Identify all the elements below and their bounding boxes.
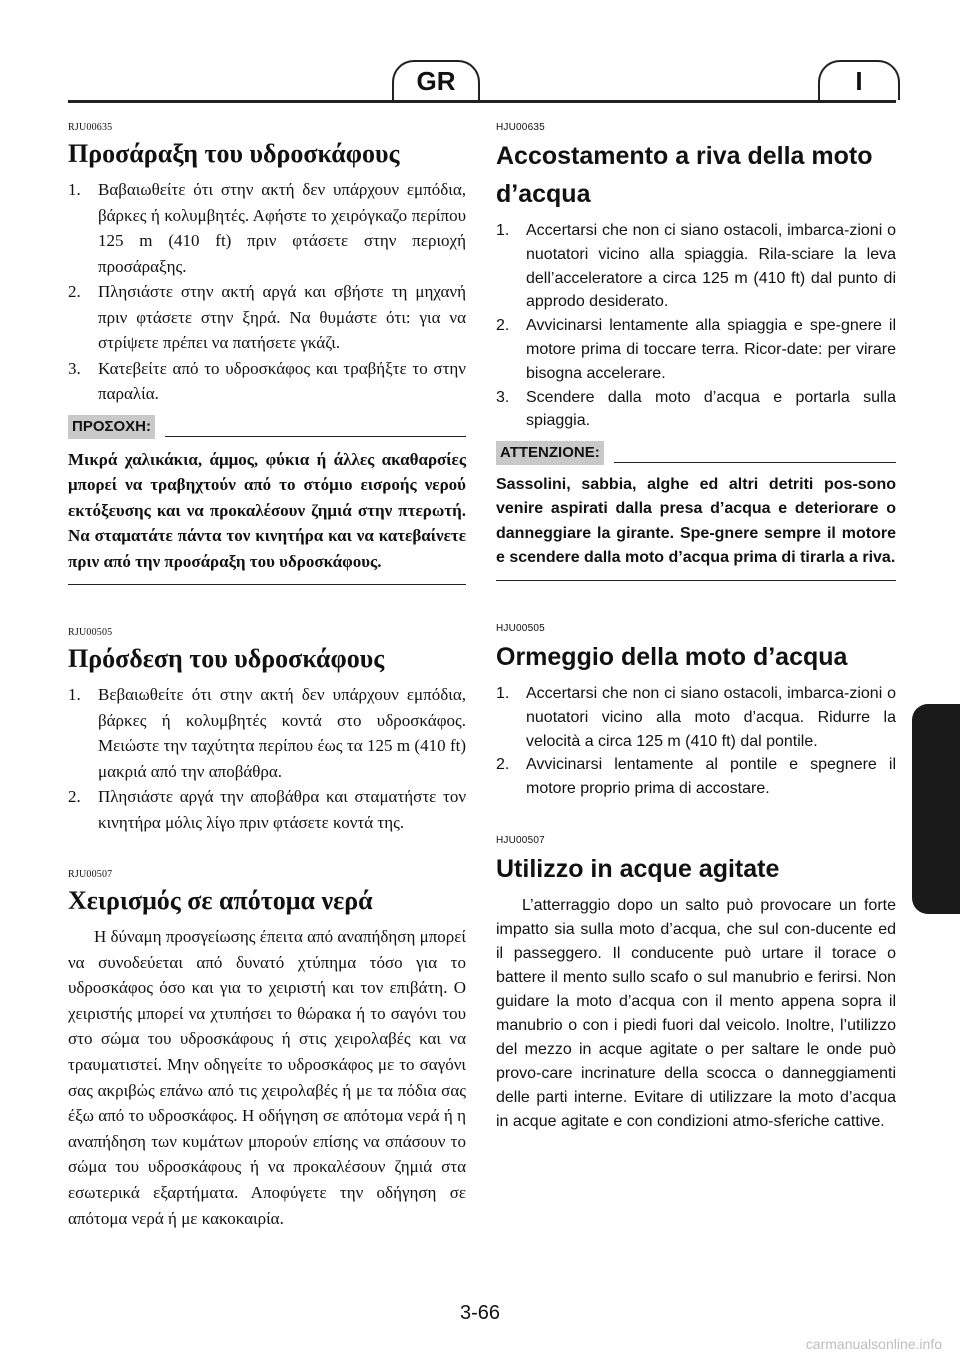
step-item: 1. Βεβαιωθείτε ότι στην ακτή δεν υπάρχουν εμπόδια, βάρκες ή κολυμβητές κοντά στο υδροσκάφος. Μειώστε την ταχύτητα περίπου έως τα 125 m (410 ft) μακριά από την αποβάθρα. (68, 685, 466, 781)
step-item: 1. Βαβαιωθείτε ότι στην ακτή δεν υπάρχουν εμπόδια, βάρκες ή κολυμβητές. Αφήστε το χειρόγκαζο περίπου 125 m (410 ft) πριν φτάσετε στην περιοχή προσάραξης. (68, 180, 466, 276)
section-body: Η δύναμη προσγείωσης έπειτα από αναπήδηση μπορεί να συνοδεύεται από δυνατό χτύπημα τόσο για το υδροσκάφος όσο και για το χειριστή και τον επιβάτη. Ο χειριστής μπορεί να χτυπήσει το θώρακα ή το σαγόνι του στο σώμα του υδροσκάφους ή στις χειρολαβές και να τραυματιστεί. Μην οδηγείτε το υδροσκάφος με το σαγόνι σας ακριβώς επάνω από τις χειρολαβές ή με τα πόδια σας έξω από το υδροσκάφος. Η οδήγηση σε απότομα νερά ή η αναπήδηση των κυμάτων μπορούν επίσης να σπάσουν το σώμα του υδροσκάφους ή να προκαλέσουν ζημιά στα εσωτερικά εξαρτήματα. Αποφύγετε την οδήγηση σε απότομα νερά ή με κακοκαιρία. (68, 927, 466, 1228)
section-title: Utilizzo in acque agitate (496, 854, 780, 883)
step-item: 2. Avvicinarsi lentamente alla spiaggia e spe-gnere il motore prima di toccare terra. Ricor-date: per virare bisogna accelerare. (496, 317, 896, 382)
section-title: Προσάραξη του υδροσκάφους (68, 139, 400, 168)
language-tab-italian: I (818, 60, 900, 100)
section-title: Πρόσδεση του υδροσκάφους (68, 644, 385, 673)
step-list (496, 219, 896, 433)
section-code: HJU00505 (496, 622, 545, 634)
step-item: 1. Accertarsi che non ci siano ostacoli, imbarca-zioni o nuotatori vicino alla moto d’acqua. Ridurre la velocità a circa 125 m (410 ft) dal pontile. (496, 684, 896, 750)
caution-header (68, 415, 466, 439)
italian-section-beaching (496, 122, 896, 581)
step-list (496, 682, 896, 801)
header-rule (68, 100, 896, 103)
step-item: 2. Avvicinarsi lentamente al pontile e spegnere il motore proprio prima di accostare. (496, 756, 896, 798)
italian-section-docking (496, 623, 896, 801)
italian-section-rough-water (496, 835, 896, 1134)
caution-label: ATTENZIONE: (496, 441, 604, 465)
caution-text: Μικρά χαλικάκια, άμμος, φύκια ή άλλες ακαθαρσίες μπορεί να τραβηχτούν από το στόμιο εισροής νερού εκτόξευσης και να προκαλέσουν ζημιά στην πτερωτή. Να σταματάτε πάντα τον κινητήρα και να κατεβαίνετε πριν από την προσάραξη του υδροσκάφους. (68, 447, 466, 586)
step-item: 2. Πλησιάστε αργά την αποβάθρα και σταματήστε τον κινητήρα μόλις λίγο πριν φτάσετε κοντά της. (68, 787, 466, 832)
section-code: RJU00635 (68, 122, 113, 133)
greek-section-rough-water (68, 869, 466, 1231)
chapter-thumb-tab (912, 704, 960, 914)
section-code: HJU00507 (496, 834, 545, 846)
section-code: HJU00635 (496, 122, 545, 133)
step-item: 1. Accertarsi che non ci siano ostacoli, imbarca-zioni o nuotatori vicino alla spiaggia. Rila-sciare la leva dell’acceleratore a circa 125 m (410 ft) dal punto di approdo desiderato. (496, 222, 896, 311)
section-title: Χειρισμός σε απότομα νερά (68, 886, 373, 915)
section-title: Accostamento a riva della moto d’acqua (496, 142, 873, 208)
greek-section-docking (68, 627, 466, 835)
step-item: 3. Κατεβείτε από το υδροσκάφος και τραβήξτε το στην παραλία. (68, 358, 466, 403)
caution-label: ΠΡΟΣΟΧΗ: (68, 415, 155, 439)
section-code: RJU00505 (68, 627, 113, 638)
greek-section-beaching (68, 122, 466, 585)
page-number: 3-66 (459, 1302, 501, 1324)
greek-column (68, 116, 466, 1231)
section-code: RJU00507 (68, 869, 113, 880)
language-tab-greek: GR (392, 60, 480, 100)
caution-header (496, 441, 896, 465)
step-item: 2. Πλησιάστε στην ακτή αργά και σβήστε τη μηχανή πριν φτάσετε στην ξηρά. Να θυμάστε ότι: για να στρίψετε πρέπει να πατήσετε γκάζι. (68, 282, 466, 352)
caution-rule (614, 462, 896, 463)
watermark: carmanualsonline.info (805, 1336, 942, 1352)
step-item: 3. Scendere dalla moto d’acqua e portarla sulla spiaggia. (496, 388, 896, 430)
caution-rule (165, 436, 466, 437)
section-title: Ormeggio della moto d’acqua (496, 642, 848, 671)
step-list (68, 177, 466, 407)
caution-text: Sassolini, sabbia, alghe ed altri detriti pos-sono venire aspirati dalla presa d’acqua e deteriorare o danneggiare la girante. Spe-gnere sempre il motore e scendere dalla moto d’acqua prima di tirarla a riva. (496, 473, 896, 581)
step-list (68, 682, 466, 835)
section-body: L’atterraggio dopo un salto può provocare un forte impatto sia sulla moto d’acqua, che sul con-ducente ed il passeggero. Il conducente può urtare il torace o battere il mento sullo scafo o sul manubrio e ferirsi. Non guidare la moto d’acqua con il mento appena sopra il manubrio o con i piedi fuori dal veicolo. Inoltre, l’utilizzo del mezzo in acque agitate o per saltare le onde può provo-care incrinature della scocca o danneggiamenti delle parti interne. Evitare di utilizzare la moto d’acqua in acque agitate e con condizioni atmo-sferiche cattive. (496, 896, 896, 1130)
italian-column (496, 116, 896, 1134)
